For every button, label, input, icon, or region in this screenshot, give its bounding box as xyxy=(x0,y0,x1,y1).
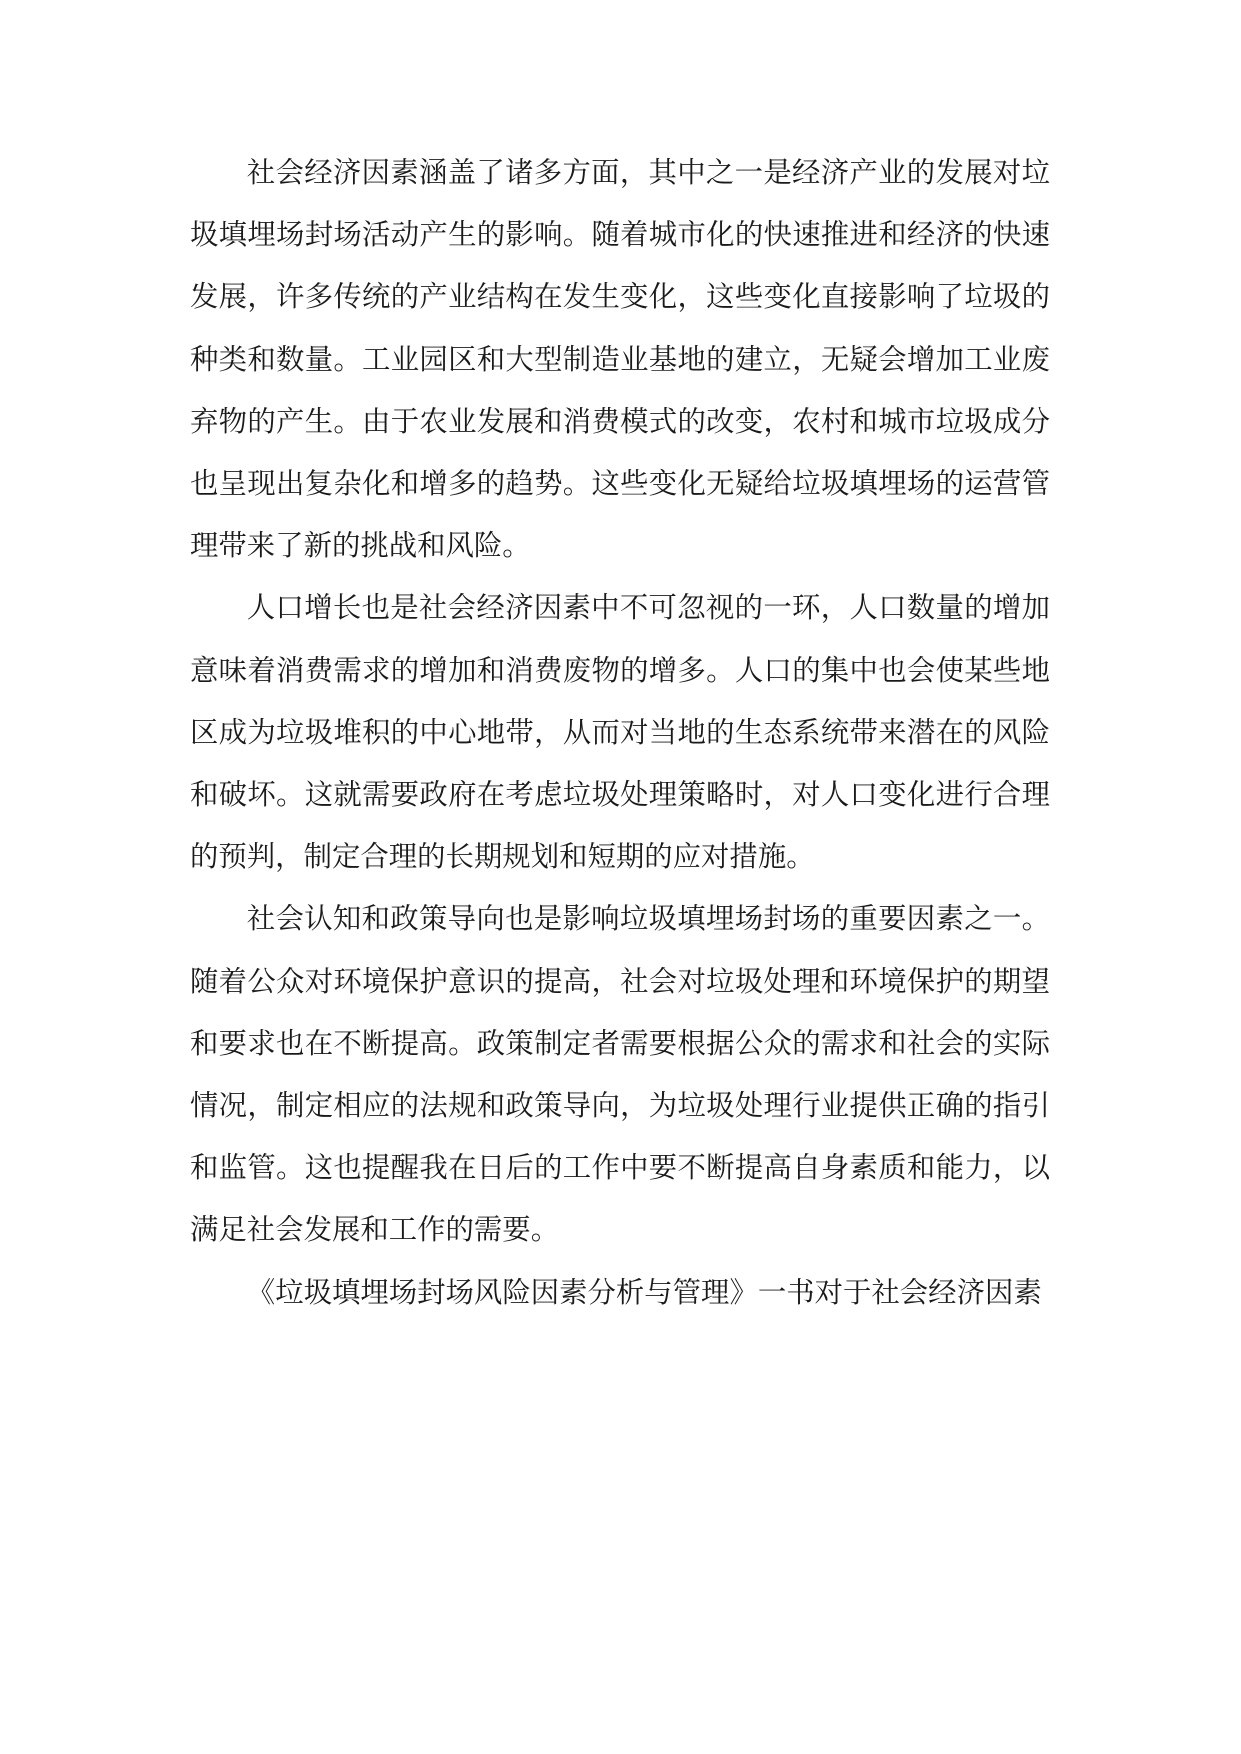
paragraph-population-growth: 人口增长也是社会经济因素中不可忽视的一环，人口数量的增加意味着消费需求的增加和消费废物的增多。人口的集中也会使某些地区成为垃圾堆积的中心地带，从而对当地的生态系统带来潜在的风险和破坏。这就需要政府在考虑垃圾处理策略时，对人口变化进行合理的预判，制定合理的长期规划和短期的应对措施。 xyxy=(190,591,1050,874)
document-body xyxy=(190,142,1050,1324)
paragraph-economic-industry: 社会经济因素涵盖了诸多方面，其中之一是经济产业的发展对垃圾填埋场封场活动产生的影响。随着城市化的快速推进和经济的快速发展，许多传统的产业结构在发生变化，这些变化直接影响了垃圾的种类和数量。工业园区和大型制造业基地的建立，无疑会增加工业废弃物的产生。由于农业发展和消费模式的改变，农村和城市垃圾成分也呈现出复杂化和增多的趋势。这些变化无疑给垃圾填埋场的运营管理带来了新的挑战和风险。 xyxy=(190,156,1050,563)
paragraph-book-reference: 《垃圾填埋场封场风险因素分析与管理》一书对于社会经济因素 xyxy=(246,1275,1042,1309)
paragraph-social-cognition-policy: 社会认知和政策导向也是影响垃圾填埋场封场的重要因素之一。随着公众对环境保护意识的提高，社会对垃圾处理和环境保护的期望和要求也在不断提高。政策制定者需要根据公众的需求和社会的实际情况，制定相应的法规和政策导向，为垃圾处理行业提供正确的指引和监管。这也提醒我在日后的工作中要不断提高自身素质和能力，以满足社会发展和工作的需要。 xyxy=(190,902,1050,1247)
